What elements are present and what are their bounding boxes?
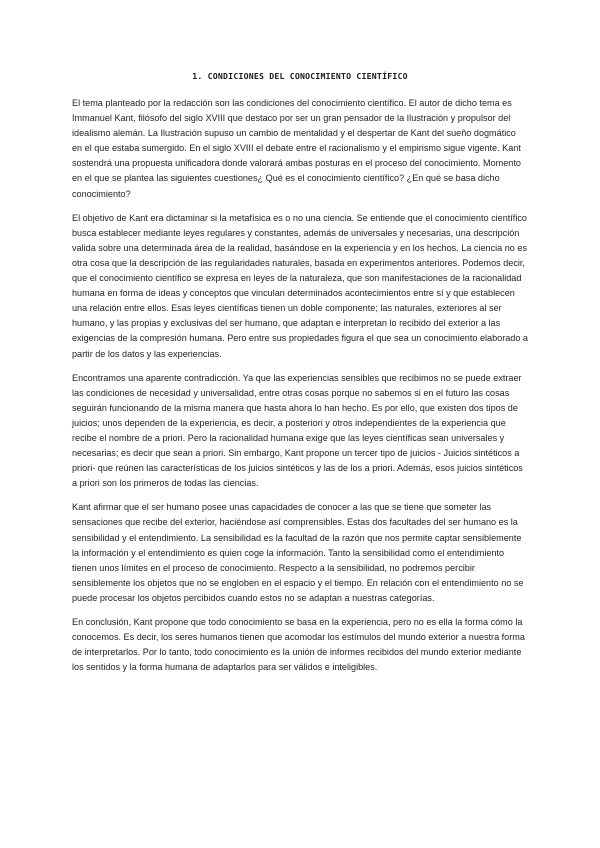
paragraph-5: En conclusión, Kant propone que todo conocimiento se basa en la experiencia, pero no es ella la forma cómo la conocemos. Es decir, los seres humanos tienen que acomodar los estímulos del mundo exterior a nuestra forma de interpretarlos. Por lo tanto, todo conocimiento es la unión de informes recibidos del mundo exterior mediante los sentidos y la forma humana de adaptarlos para ser válidos e inteligibles. xyxy=(72,617,525,673)
document-title: 1. CONDICIONES DEL CONOCIMIENTO CIENTÍFICO xyxy=(192,71,408,81)
document-body xyxy=(72,96,528,684)
paragraph-1: El tema planteado por la redacción son las condiciones del conocimiento científico. El autor de dicho tema es Immanuel Kant, filósofo del siglo XVIII que destaco por ser un gran pensador de la Ilustración y propulsor del idealismo alemán. La Ilustración supuso un cambio de mentalidad y el despertar de Kant del sueño dogmático en el que estaba sumergido. En el siglo XVIII el debate entre el racionalismo y el empirismo sigue vigente. Kant sostendrá una propuesta unificadora donde valorará ambas posturas en el proceso del conocimiento. Momento en el que se plantea las siguientes cuestiones¿ Qué es el conocimiento científico? ¿En qué se basa dicho conocimiento? xyxy=(72,98,521,199)
paragraph-4: Kant afirmar que el ser humano posee unas capacidades de conocer a las que se tiene que someter las sensaciones que recibe del exterior, haciéndose así comprensibles. Estas dos facultades del ser humano es la sensibilidad y el entendimiento. La sensibilidad es la facultad de la razón que nos permite captar sensiblemente la información y el entendimiento es quien coge la información. Tanto la sensibilidad como el entendimiento tienen unos límites en el proceso de conocimiento. Respecto a la sensibilidad, no podremos percibir sensiblemente los objetos que no se engloben en el espacio y el tiempo. En relación con el entendimiento no se puede procesar los objetos percibidos cuando estos no se adaptan a nuestras categorías. xyxy=(72,502,524,603)
paragraph-2: El objetivo de Kant era dictaminar si la metafísica es o no una ciencia. Se entiende que el conocimiento científico busca establecer mediante leyes regulares y constantes, además de universales y necesarias, una descripción valida sobre una determinada área de la realidad, basándose en la experiencia y en los hechos. La ciencia no es otra cosa que la descripción de las regularidades naturales, basada en experimentos anteriores. Podemos decir, que el conocimiento científico se expresa en leyes de la naturaleza, que son manifestaciones de la racionalidad humana en forma de ideas y conceptos que vinculan determinados acontecimientos entre sí y que establecen una relación entre ellos. Esas leyes científicas tienen un doble componente; las naturales, exteriores al ser humano, y las propias y exclusivas del ser humano, que adaptan e interpretan lo recibido del exterior a las exigencias de la compresión humana. Pero entre sus propiedades figura el que sea un conocimiento elaborado a partir de los datos y las experiencias. xyxy=(72,212,528,359)
paragraph-3: Encontramos una aparente contradicción. Ya que las experiencias sensibles que recibimos no se puede extraer las condiciones de necesidad y universalidad, entre otras cosas porque no sabemos si en el futuro las cosas seguirán funcionando de la misma manera que hasta ahora lo han hecho. Es por ello, que existen dos tipos de juicios; unos dependen de la experiencia, es decir, a posteriori y otros independientes de la experiencia que recibe el nombre de a priori. Pero la racionalidad humana exige que las leyes científicas sean universales y necesarias; es decir que sean a priori. Sin embargo, Kant propone un tercer tipo de juicios - Juicios sintéticos a priori- que reúnen las características de los juicios sintéticos y las de los a priori. Además, esos juicios sintéticos a priori son los primeros de todas las ciencias. xyxy=(72,372,523,489)
